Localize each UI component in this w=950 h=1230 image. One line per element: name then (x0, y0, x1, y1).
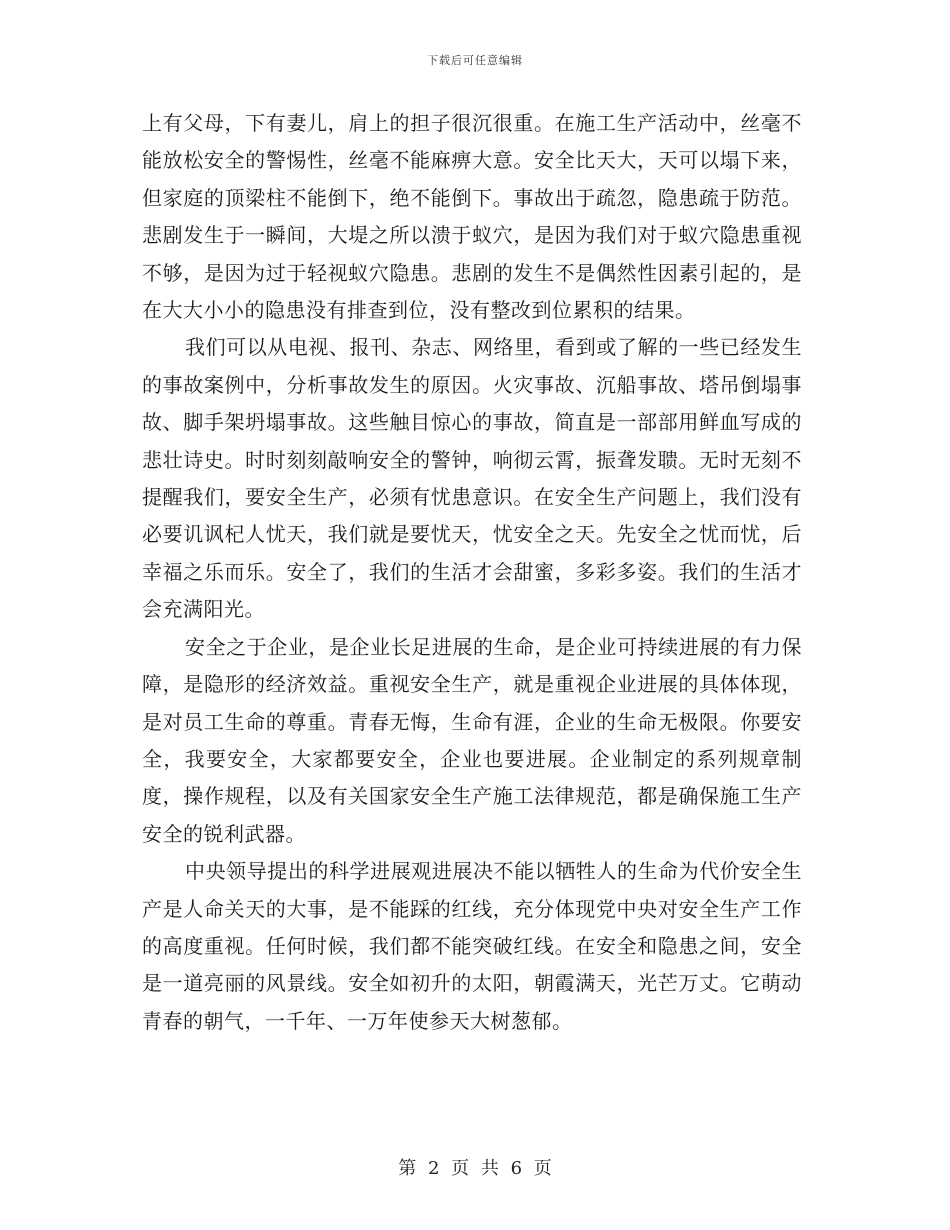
paragraph-2: 我们可以从电视、报刊、杂志、网络里，看到或了解的一些已经发生的事故案例中，分析事故发生的原因。火灾事故、沉船事故、塔吊倒塌事故、脚手架坍塌事故。这些触目惊心的事故，简直是一部部用鲜血写成的悲壮诗史。时时刻刻敲响安全的警钟，响彻云霄，振聋发聩。无时无刻不提醒我们，要安全生产，必须有忧患意识。在安全生产问题上，我们没有必要讥讽杞人忧天，我们就是要忧天，忧安全之天。先安全之忧而忧，后幸福之乐而乐。安全了，我们的生活才会甜蜜，多彩多姿。我们的生活才会充满阳光。 (142, 335, 802, 622)
document-body (142, 105, 802, 1040)
paragraph-1: 上有父母，下有妻儿，肩上的担子很沉很重。在施工生产活动中，丝毫不能放松安全的警惕性，丝毫不能麻痹大意。安全比天大，天可以塌下来，但家庭的顶梁柱不能倒下，绝不能倒下。事故出于疏忽，隐患疏于防范。悲剧发生于一瞬间，大堤之所以溃于蚁穴，是因为我们对于蚁穴隐患重视不够，是因为过于轻视蚁穴隐患。悲剧的发生不是偶然性因素引起的，是在大大小小的隐患没有排查到位，没有整改到位累积的结果。 (142, 111, 802, 323)
page-header: 下载后可任意编辑 (427, 54, 523, 67)
paragraph-4: 中央领导提出的科学进展观进展决不能以牺牲人的生命为代价安全生产是人命关天的大事，是不能踩的红线，充分体现党中央对安全生产工作的高度重视。任何时候，我们都不能突破红线。在安全和隐患之间，安全是一道亮丽的风景线。安全如初升的太阳，朝霞满天，光芒万丈。它萌动青春的朝气，一千年、一万年使参天大树葱郁。 (142, 859, 802, 1033)
page-number-footer: 第 2 页 共 6 页 (398, 1158, 552, 1179)
paragraph-3: 安全之于企业，是企业长足进展的生命，是企业可持续进展的有力保障，是隐形的经济效益。重视安全生产，就是重视企业进展的具体体现，是对员工生命的尊重。青春无悔，生命有涯，企业的生命无极限。你要安全，我要安全，大家都要安全，企业也要进展。企业制定的系列规章制度，操作规程，以及有关国家安全生产施工法律规范，都是确保施工生产安全的锐利武器。 (142, 634, 802, 846)
